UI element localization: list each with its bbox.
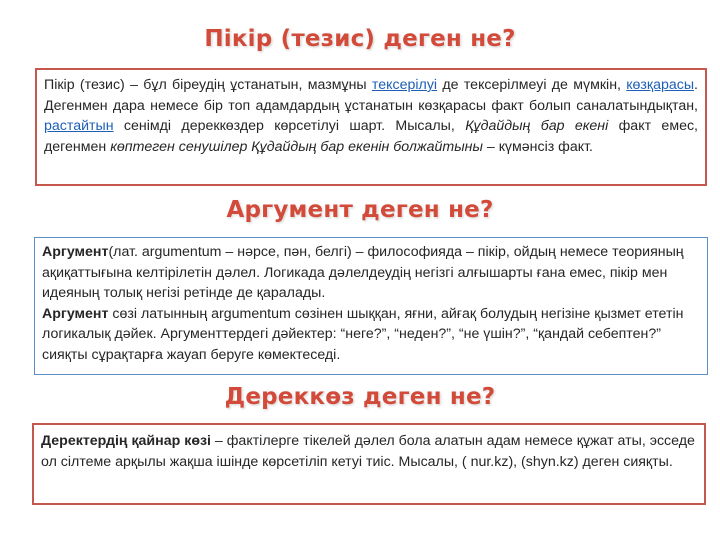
thesis-text: – күмәнсіз факт. — [482, 138, 593, 155]
thesis-definition-box — [35, 68, 707, 186]
section-heading-thesis: Пікір (тезис) деген не? — [204, 26, 516, 52]
thesis-text: факт емес, дегенмен — [44, 118, 698, 155]
link-verified[interactable]: тексерілуі — [371, 77, 438, 93]
source-text: – фактілерге тікелей дәлел бола алатын адам немесе құжат аты, эсседе ол сілтеме арқылы жақша ішінде көрсетіліп кетуі тиіс. Мысалы, ( nur.kz), (shyn.kz) деген сияқты. — [41, 433, 695, 470]
section-heading-argument: Аргумент деген не? — [226, 197, 494, 223]
argument-paragraph — [42, 242, 700, 304]
link-viewpoint[interactable]: көзқарасы — [626, 77, 695, 93]
argument-text: сөзі латынның argumentum сөзінен шыққан, яғни, айғақ болудың негізіне қызмет ететін логикалық дәйек. Аргументтердегі дәйектер: “неге?”, “неден?”, “не үшін?”, “қандай себептен?” сияқты сұрақтарға жауап беруге көмектеседі. — [42, 305, 684, 363]
link-confirming[interactable]: растайтын — [44, 118, 114, 135]
section-heading-source: Дереккөз деген не? — [224, 384, 496, 410]
thesis-italic-text: көптеген сенушілер Құдайдың бар екенін болжайтыны — [110, 138, 483, 155]
thesis-text: де тексерілмеуі де мүмкін, — [437, 77, 627, 93]
argument-text: (лат. argumentum – нәрсе, пән, белгі) – философияда – пікір, ойдың немесе теорияның ақиқаттығына келтірілетін дәлел. Логикада дәлелдеудің негізгі алғышарты ғана емес, пікір мен идеяның толық негізі ретінде де қаралады. — [42, 244, 684, 302]
argument-term: Аргумент — [42, 244, 109, 260]
source-term: Деректердің қайнар көзі — [41, 433, 211, 449]
thesis-text: сенімді дереккөздер көрсетілуі шарт. Мысалы, — [113, 118, 466, 135]
source-definition-box — [32, 423, 706, 505]
argument-paragraph — [42, 304, 700, 366]
thesis-text: . Дегенмен дара немесе бір топ адамдардың ұстанатын көзқарасы факт болып саналатындықтан, — [44, 77, 698, 114]
thesis-italic-text: Құдайдың бар екені — [465, 118, 609, 135]
thesis-text: Пікір (тезис) – бұл біреудің ұстанатын, мазмұны — [44, 77, 372, 93]
argument-definition-box — [34, 237, 708, 375]
argument-term: Аргумент — [42, 305, 109, 322]
